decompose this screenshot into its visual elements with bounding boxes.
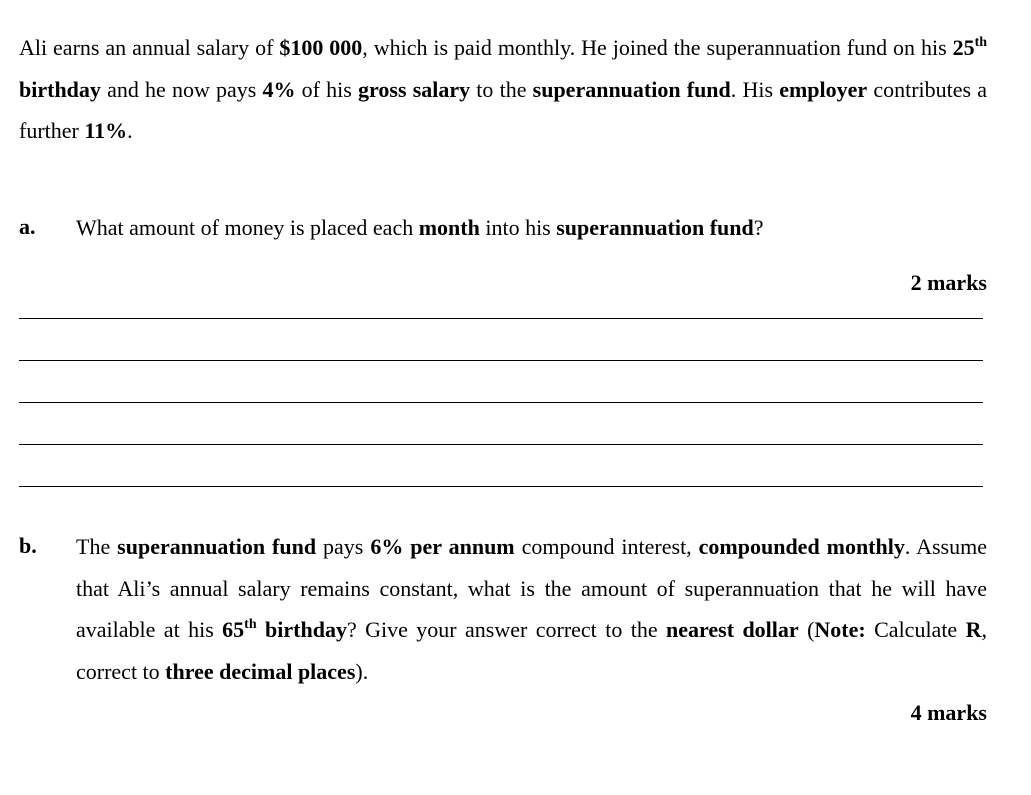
intro-paragraph [19, 27, 987, 152]
answer-line[interactable] [19, 360, 983, 361]
intro-text: Ali earns an annual salary of [19, 35, 280, 60]
question-b-label: b. [19, 533, 37, 558]
question-a-label: a. [19, 214, 36, 239]
employer-rate: 11% [84, 118, 128, 143]
intro-text: , which is paid monthly. He joined the superannuation fund on his [362, 35, 953, 60]
fund-term: superannuation fund [532, 76, 731, 102]
gross-salary-term: gross salary [358, 76, 471, 102]
intro-text: of his [295, 76, 359, 102]
intro-text: to the [470, 76, 533, 102]
answer-line[interactable] [19, 486, 983, 487]
intro-text: and he now pays [100, 76, 263, 102]
question-b-text: The superannuation fund pays 6% per annum compound interest, compounded monthly. Assume that Ali’s annual salary remains constant, what is the amount of superannuation that he will have available at his 65th birthday? Give your answer correct to the nearest dollar (Note: Calculate R, correct to three decimal places). [76, 534, 988, 684]
answer-line[interactable] [19, 444, 983, 445]
intro-text: contributes a further [19, 76, 988, 143]
employer-term: employer [779, 76, 868, 102]
answer-line[interactable] [19, 318, 983, 319]
question-a-text: What amount of money is placed each month into his superannuation fund? [76, 215, 764, 240]
start-birthday: 25th birthday [19, 35, 988, 102]
employee-rate: 4% [262, 76, 296, 102]
intro-text: . His [730, 76, 780, 102]
salary-value: $100 000 [279, 35, 363, 60]
question-b-marks: 4 marks [910, 700, 987, 725]
question-a-marks: 2 marks [910, 270, 987, 295]
answer-line[interactable] [19, 402, 983, 403]
intro-text: . [127, 118, 133, 143]
